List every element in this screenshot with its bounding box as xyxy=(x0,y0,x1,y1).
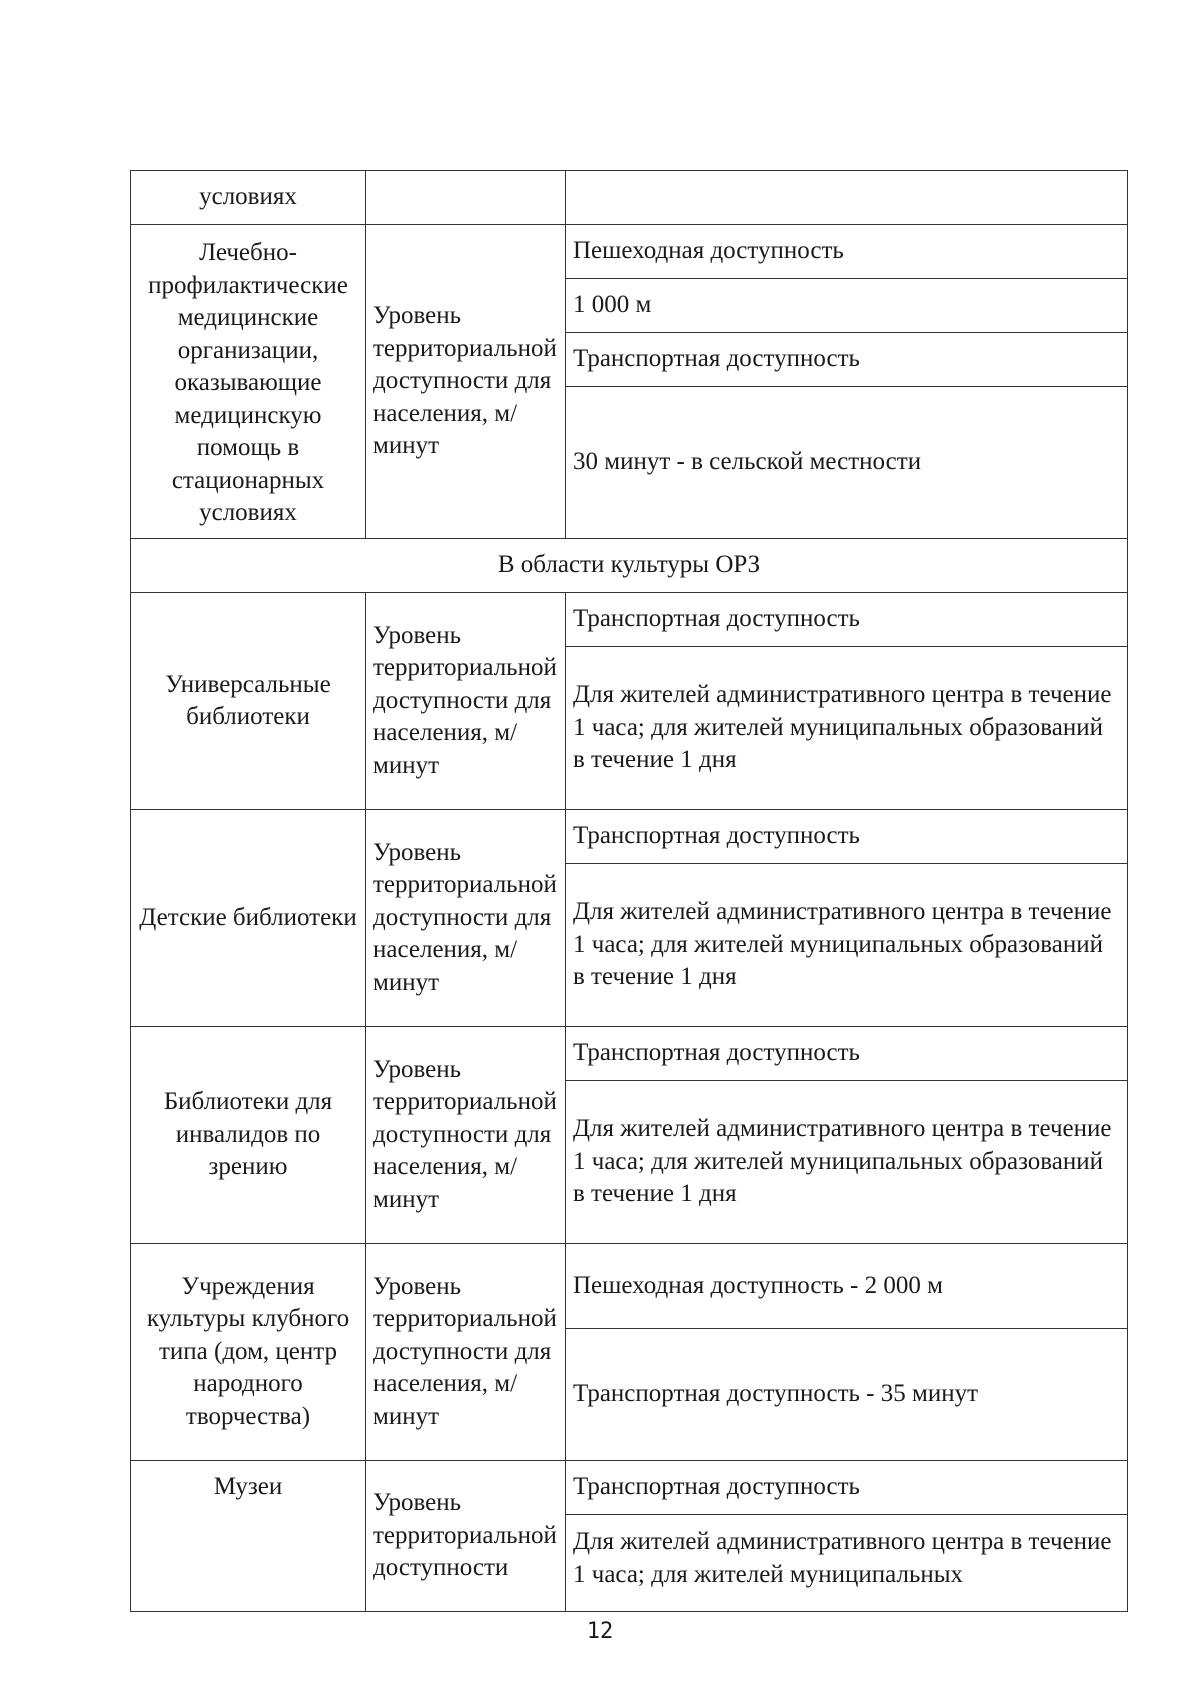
value-cell: 1 000 м xyxy=(566,279,1128,333)
table-row xyxy=(131,225,1128,279)
object-name-cell: Музеи xyxy=(131,1461,366,1612)
value-cell: Для жителей административного центра в течение 1 часа; для жителей муниципальных образований в течение 1 дня xyxy=(566,1081,1128,1244)
value-cell: Транспортная доступность xyxy=(566,593,1128,647)
table-row xyxy=(131,1244,1128,1329)
table-row xyxy=(131,1461,1128,1515)
indicator-cell: Уровень территориальной доступности для населения, м/минут xyxy=(366,810,566,1027)
value-cell: Для жителей административного центра в течение 1 часа; для жителей муниципальных образований в течение 1 дня xyxy=(566,647,1128,810)
value-cell: Транспортная доступность xyxy=(566,1027,1128,1081)
indicator-cell: Уровень территориальной доступности для населения, м/минут xyxy=(366,593,566,810)
value-cell: Пешеходная доступность - 2 000 м xyxy=(566,1244,1128,1329)
standards-table xyxy=(130,170,1128,1612)
section-heading: В области культуры ОРЗ xyxy=(131,539,1128,593)
value-cell xyxy=(566,171,1128,225)
object-name-cell: Универсальные библиотеки xyxy=(131,593,366,810)
table-row xyxy=(131,171,1128,225)
value-cell: Транспортная доступность xyxy=(566,1461,1128,1515)
indicator-cell: Уровень территориальной доступности xyxy=(366,1461,566,1612)
page-number: 12 xyxy=(586,1619,614,1644)
object-name-cell: Учреждения культуры клубного типа (дом, центр народного творчества) xyxy=(131,1244,366,1461)
value-cell: Транспортная доступность xyxy=(566,333,1128,387)
object-name-cell: условиях xyxy=(131,171,366,225)
value-cell: Транспортная доступность xyxy=(566,810,1128,864)
indicator-cell: Уровень территориальной доступности для населения, м/минут xyxy=(366,225,566,539)
object-name-cell: Лечебно-профилактические медицинские организации, оказывающие медицинскую помощь в стационарных условиях xyxy=(131,225,366,539)
table-row xyxy=(131,593,1128,647)
indicator-cell: Уровень территориальной доступности для населения, м/минут xyxy=(366,1027,566,1244)
table-row xyxy=(131,810,1128,864)
value-cell: Транспортная доступность - 35 минут xyxy=(566,1329,1128,1461)
value-cell: Для жителей административного центра в течение 1 часа; для жителей муниципальных xyxy=(566,1515,1128,1612)
value-cell: Для жителей административного центра в течение 1 часа; для жителей муниципальных образований в течение 1 дня xyxy=(566,864,1128,1027)
value-cell: Пешеходная доступность xyxy=(566,225,1128,279)
indicator-cell xyxy=(366,171,566,225)
indicator-cell: Уровень территориальной доступности для населения, м/минут xyxy=(366,1244,566,1461)
section-row xyxy=(131,539,1128,593)
object-name-cell: Детские библиотеки xyxy=(131,810,366,1027)
object-name-cell: Библиотеки для инвалидов по зрению xyxy=(131,1027,366,1244)
table-row xyxy=(131,1027,1128,1081)
value-cell: 30 минут - в сельской местности xyxy=(566,387,1128,539)
